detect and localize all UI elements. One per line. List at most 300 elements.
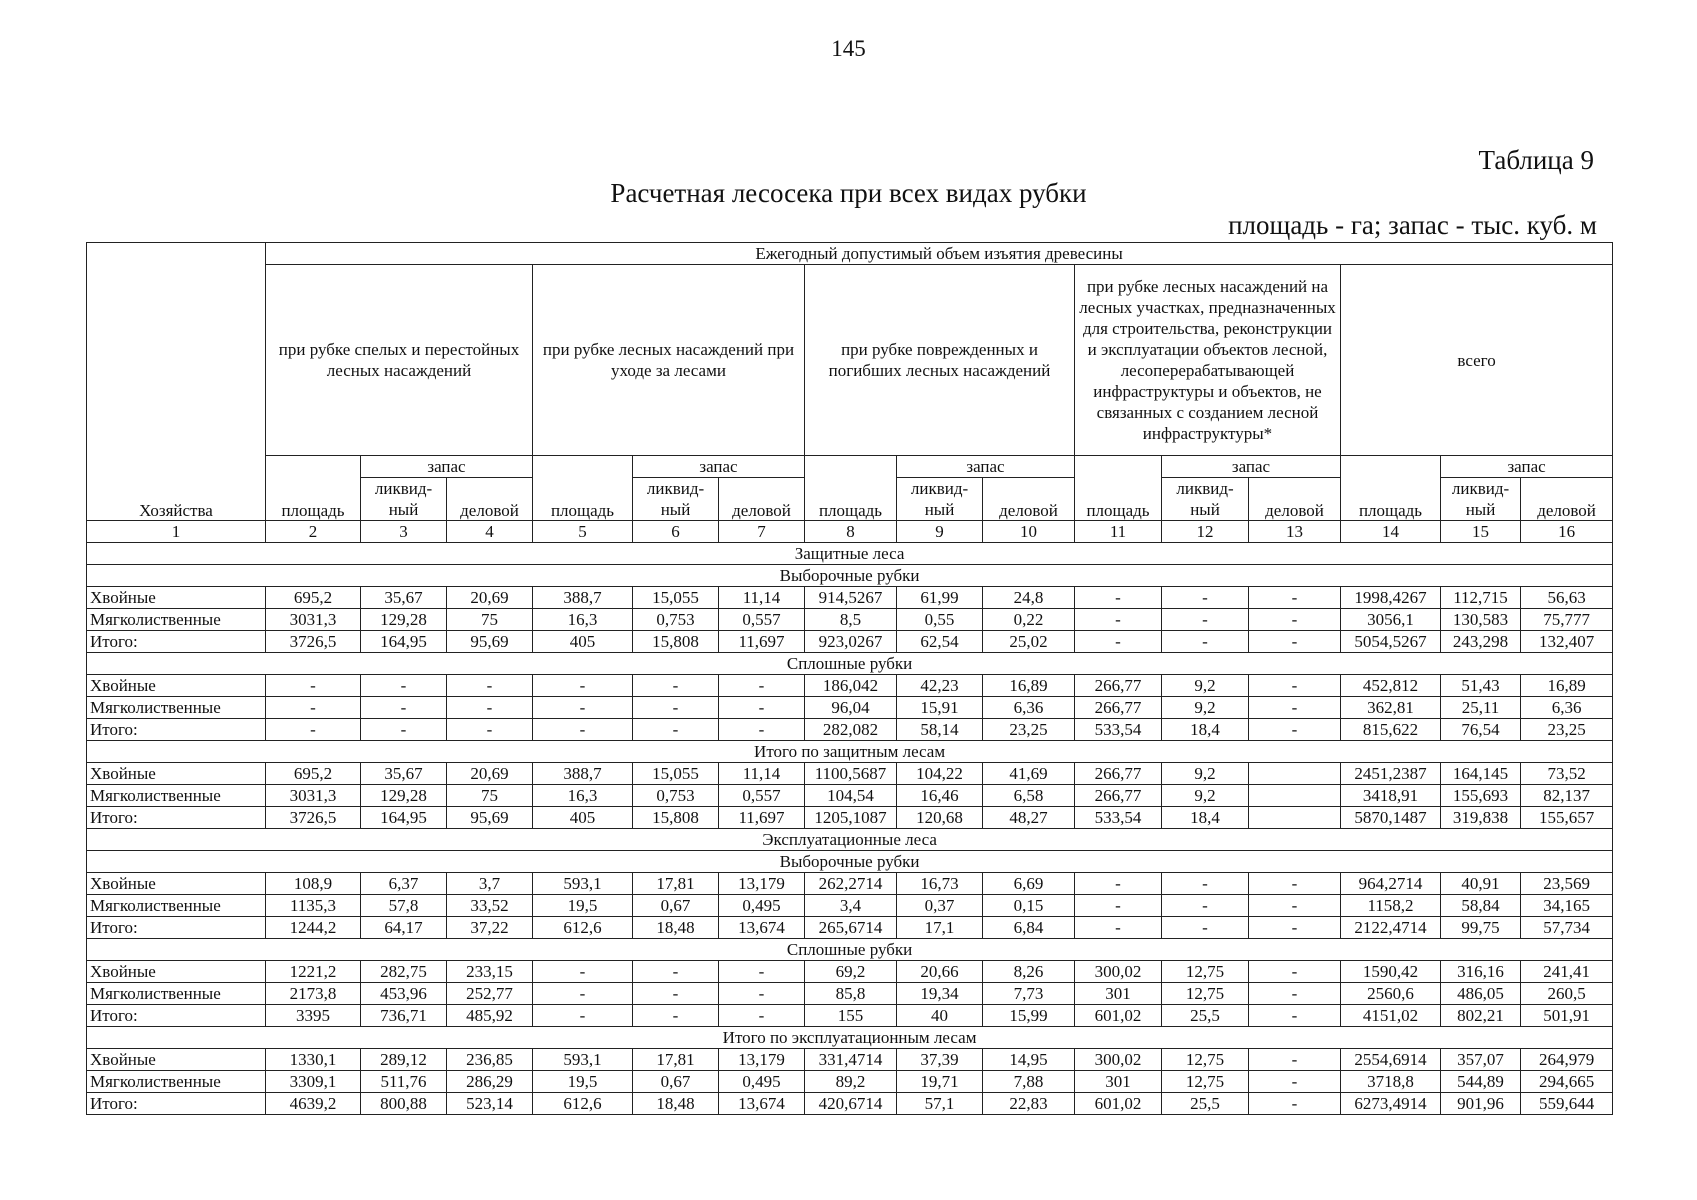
row-label: Мягколиственные: [87, 895, 266, 917]
table-cell: 3309,1: [266, 1071, 361, 1093]
table-cell: 4639,2: [266, 1093, 361, 1115]
table-cell: 35,67: [361, 587, 447, 609]
table-cell: 3395: [266, 1005, 361, 1027]
table-cell: 75,777: [1521, 609, 1613, 631]
table-cell: 695,2: [266, 763, 361, 785]
table-label: Таблица 9: [1478, 145, 1594, 175]
header-business: деловой: [447, 478, 533, 521]
table-row: [87, 631, 1613, 653]
table-cell: 0,55: [897, 609, 983, 631]
table-cell: 802,21: [1441, 1005, 1521, 1027]
header-annual-volume: Ежегодный допустимый объем изъятия древесины: [266, 243, 1613, 265]
table-cell: 23,569: [1521, 873, 1613, 895]
table-cell: 420,6714: [805, 1093, 897, 1115]
header-business: деловой: [1521, 478, 1613, 521]
table-cell: 40,91: [1441, 873, 1521, 895]
table-cell: 2560,6: [1341, 983, 1441, 1005]
table-cell: 243,298: [1441, 631, 1521, 653]
table-cell: -: [633, 961, 719, 983]
table-cell: 815,622: [1341, 719, 1441, 741]
header-group-total: всего: [1341, 265, 1613, 456]
table-cell: 559,644: [1521, 1093, 1613, 1115]
table-cell: [1249, 807, 1341, 829]
header-group-thinning: при рубке лесных насаждений при уходе за лесами: [533, 265, 805, 456]
table-cell: [1249, 785, 1341, 807]
column-number: 10: [983, 521, 1075, 543]
table-cell: 19,71: [897, 1071, 983, 1093]
table-cell: 40: [897, 1005, 983, 1027]
column-number: 13: [1249, 521, 1341, 543]
table-cell: 0,495: [719, 895, 805, 917]
table-cell: 319,838: [1441, 807, 1521, 829]
table-cell: 51,43: [1441, 675, 1521, 697]
table-cell: 3726,5: [266, 807, 361, 829]
column-number: 12: [1162, 521, 1249, 543]
table-cell: 405: [533, 807, 633, 829]
row-label: Хвойные: [87, 675, 266, 697]
section-header-row: [87, 741, 1613, 763]
section-label: Сплошные рубки: [87, 939, 1613, 961]
header-stock: запас: [897, 456, 1075, 478]
section-header-row: [87, 1027, 1613, 1049]
table-cell: 11,697: [719, 807, 805, 829]
table-cell: 75: [447, 609, 533, 631]
table-cell: 129,28: [361, 609, 447, 631]
table-cell: 108,9: [266, 873, 361, 895]
table-cell: -: [1162, 609, 1249, 631]
table-cell: 612,6: [533, 917, 633, 939]
column-number: 4: [447, 521, 533, 543]
table-row: [87, 587, 1613, 609]
row-label: Хвойные: [87, 763, 266, 785]
table-row: [87, 983, 1613, 1005]
table-cell: 262,2714: [805, 873, 897, 895]
table-cell: -: [719, 719, 805, 741]
table-cell: 405: [533, 631, 633, 653]
table-cell: -: [719, 961, 805, 983]
header-business: деловой: [1249, 478, 1341, 521]
table-cell: 301: [1075, 983, 1162, 1005]
table-cell: 11,697: [719, 631, 805, 653]
table-cell: 1221,2: [266, 961, 361, 983]
column-number: 2: [266, 521, 361, 543]
table-cell: 0,557: [719, 609, 805, 631]
table-row: [87, 1071, 1613, 1093]
table-cell: 56,63: [1521, 587, 1613, 609]
column-number: 7: [719, 521, 805, 543]
table-cell: 6,84: [983, 917, 1075, 939]
table-cell: 362,81: [1341, 697, 1441, 719]
table-cell: 20,69: [447, 763, 533, 785]
table-cell: 357,07: [1441, 1049, 1521, 1071]
table-cell: 132,407: [1521, 631, 1613, 653]
header-stock: запас: [1441, 456, 1613, 478]
table-cell: 25,5: [1162, 1093, 1249, 1115]
table-cell: 6,69: [983, 873, 1075, 895]
header-stock: запас: [1162, 456, 1341, 478]
header-area: площадь: [1341, 456, 1441, 521]
table-cell: -: [1249, 917, 1341, 939]
table-cell: 266,77: [1075, 675, 1162, 697]
table-cell: 42,23: [897, 675, 983, 697]
table-cell: 25,5: [1162, 1005, 1249, 1027]
table-row: [87, 675, 1613, 697]
table-cell: -: [719, 697, 805, 719]
table-cell: 485,92: [447, 1005, 533, 1027]
table-cell: -: [1075, 917, 1162, 939]
table-cell: 23,25: [1521, 719, 1613, 741]
table-cell: 6273,4914: [1341, 1093, 1441, 1115]
section-label: Итого по эксплуатационным лесам: [87, 1027, 1613, 1049]
table-cell: 48,27: [983, 807, 1075, 829]
table-cell: 0,67: [633, 1071, 719, 1093]
table-row: [87, 1093, 1613, 1115]
table-cell: 0,37: [897, 895, 983, 917]
table-cell: 16,89: [983, 675, 1075, 697]
table-cell: 593,1: [533, 873, 633, 895]
table-cell: 99,75: [1441, 917, 1521, 939]
table-cell: 0,22: [983, 609, 1075, 631]
table-cell: 13,179: [719, 1049, 805, 1071]
table-cell: -: [266, 697, 361, 719]
header-area: площадь: [533, 456, 633, 521]
table-cell: 41,69: [983, 763, 1075, 785]
header-liquid: ликвид- ный: [1162, 478, 1249, 521]
header-area: площадь: [805, 456, 897, 521]
table-cell: 0,753: [633, 609, 719, 631]
table-cell: 18,48: [633, 1093, 719, 1115]
table-cell: 3056,1: [1341, 609, 1441, 631]
table-cell: 294,665: [1521, 1071, 1613, 1093]
table-cell: -: [447, 675, 533, 697]
table-cell: [1249, 763, 1341, 785]
table-cell: 901,96: [1441, 1093, 1521, 1115]
table-cell: 12,75: [1162, 983, 1249, 1005]
table-cell: 266,77: [1075, 785, 1162, 807]
column-number: 8: [805, 521, 897, 543]
table-cell: -: [447, 719, 533, 741]
column-number: 3: [361, 521, 447, 543]
table-cell: -: [533, 719, 633, 741]
table-cell: 25,02: [983, 631, 1075, 653]
table-cell: 19,5: [533, 895, 633, 917]
table-cell: -: [1249, 719, 1341, 741]
table-cell: 7,88: [983, 1071, 1075, 1093]
table-cell: 388,7: [533, 587, 633, 609]
table-cell: 289,12: [361, 1049, 447, 1071]
table-cell: 1205,1087: [805, 807, 897, 829]
table-cell: -: [1249, 1049, 1341, 1071]
row-label: Мягколиственные: [87, 1071, 266, 1093]
column-number: 9: [897, 521, 983, 543]
table-cell: -: [1249, 675, 1341, 697]
table-cell: 601,02: [1075, 1005, 1162, 1027]
table-cell: 3718,8: [1341, 1071, 1441, 1093]
table-cell: 914,5267: [805, 587, 897, 609]
table-cell: 33,52: [447, 895, 533, 917]
column-number: 1: [87, 521, 266, 543]
table-cell: 76,54: [1441, 719, 1521, 741]
table-cell: 6,36: [1521, 697, 1613, 719]
table-cell: 1330,1: [266, 1049, 361, 1071]
table-cell: 13,674: [719, 1093, 805, 1115]
table-cell: -: [633, 719, 719, 741]
table-cell: 20,66: [897, 961, 983, 983]
table-cell: 286,29: [447, 1071, 533, 1093]
table-cell: 2451,2387: [1341, 763, 1441, 785]
section-header-row: [87, 829, 1613, 851]
table-cell: 11,14: [719, 587, 805, 609]
table-cell: 104,54: [805, 785, 897, 807]
table-cell: -: [1075, 895, 1162, 917]
table-row: [87, 697, 1613, 719]
table-cell: 453,96: [361, 983, 447, 1005]
table-row: [87, 609, 1613, 631]
table-cell: 0,495: [719, 1071, 805, 1093]
table-cell: -: [361, 675, 447, 697]
row-label: Хвойные: [87, 1049, 266, 1071]
row-label: Итого:: [87, 1093, 266, 1115]
table-cell: 923,0267: [805, 631, 897, 653]
table-cell: 15,055: [633, 763, 719, 785]
table-cell: 2554,6914: [1341, 1049, 1441, 1071]
table-cell: 61,99: [897, 587, 983, 609]
header-liquid: ликвид- ный: [1441, 478, 1521, 521]
table-cell: 5870,1487: [1341, 807, 1441, 829]
table-cell: 15,99: [983, 1005, 1075, 1027]
table-cell: 58,84: [1441, 895, 1521, 917]
table-cell: 15,055: [633, 587, 719, 609]
table-cell: 1998,4267: [1341, 587, 1441, 609]
table-cell: 9,2: [1162, 763, 1249, 785]
header-liquid: ликвид- ный: [361, 478, 447, 521]
table-cell: -: [1249, 631, 1341, 653]
table-cell: -: [1162, 917, 1249, 939]
table-cell: 486,05: [1441, 983, 1521, 1005]
table-cell: 1158,2: [1341, 895, 1441, 917]
table-cell: 164,145: [1441, 763, 1521, 785]
section-header-row: [87, 543, 1613, 565]
table-cell: 612,6: [533, 1093, 633, 1115]
table-cell: 15,808: [633, 631, 719, 653]
section-label: Выборочные рубки: [87, 565, 1613, 587]
column-number: 5: [533, 521, 633, 543]
row-label: Итого:: [87, 631, 266, 653]
table-cell: 252,77: [447, 983, 533, 1005]
table-cell: 16,73: [897, 873, 983, 895]
table-cell: 7,73: [983, 983, 1075, 1005]
table-cell: 15,808: [633, 807, 719, 829]
table-cell: 0,15: [983, 895, 1075, 917]
table-cell: 18,48: [633, 917, 719, 939]
table-cell: 964,2714: [1341, 873, 1441, 895]
table-cell: 35,67: [361, 763, 447, 785]
column-number: 14: [1341, 521, 1441, 543]
table-cell: 95,69: [447, 631, 533, 653]
header-stock: запас: [361, 456, 533, 478]
table-cell: -: [447, 697, 533, 719]
table-cell: 186,042: [805, 675, 897, 697]
table-cell: 14,95: [983, 1049, 1075, 1071]
table-cell: -: [533, 697, 633, 719]
table-cell: -: [1249, 895, 1341, 917]
table-cell: 6,36: [983, 697, 1075, 719]
table-cell: -: [1249, 1005, 1341, 1027]
section-header-row: [87, 851, 1613, 873]
table-row: [87, 917, 1613, 939]
table-cell: -: [1249, 1093, 1341, 1115]
table-cell: -: [361, 697, 447, 719]
section-label: Эксплуатационные леса: [87, 829, 1613, 851]
table-cell: 17,1: [897, 917, 983, 939]
table-cell: 155,693: [1441, 785, 1521, 807]
table-row: [87, 763, 1613, 785]
page-number: 145: [831, 36, 866, 61]
table-cell: 58,14: [897, 719, 983, 741]
column-number: 15: [1441, 521, 1521, 543]
table-cell: 112,715: [1441, 587, 1521, 609]
header-group-mature: при рубке спелых и перестойных лесных насаждений: [266, 265, 533, 456]
table-row: [87, 1049, 1613, 1071]
table-cell: 265,6714: [805, 917, 897, 939]
table-cell: 12,75: [1162, 961, 1249, 983]
table-cell: 8,5: [805, 609, 897, 631]
table-cell: 523,14: [447, 1093, 533, 1115]
table-cell: 388,7: [533, 763, 633, 785]
table-cell: 25,11: [1441, 697, 1521, 719]
section-label: Сплошные рубки: [87, 653, 1613, 675]
table-cell: -: [1162, 895, 1249, 917]
table-cell: 37,22: [447, 917, 533, 939]
table-cell: 64,17: [361, 917, 447, 939]
table-cell: 9,2: [1162, 675, 1249, 697]
table-cell: 16,3: [533, 609, 633, 631]
table-cell: 37,39: [897, 1049, 983, 1071]
table-cell: 19,5: [533, 1071, 633, 1093]
column-number: 16: [1521, 521, 1613, 543]
table-cell: 75: [447, 785, 533, 807]
table-cell: 1135,3: [266, 895, 361, 917]
section-label: Защитные леса: [87, 543, 1613, 565]
table-cell: 15,91: [897, 697, 983, 719]
table-cell: 20,69: [447, 587, 533, 609]
table-cell: -: [533, 675, 633, 697]
table-cell: -: [1162, 587, 1249, 609]
table-cell: 9,2: [1162, 785, 1249, 807]
header-area: площадь: [1075, 456, 1162, 521]
table-cell: -: [719, 983, 805, 1005]
table-cell: 1244,2: [266, 917, 361, 939]
table-cell: 18,4: [1162, 719, 1249, 741]
section-label: Итого по защитным лесам: [87, 741, 1613, 763]
section-header-row: [87, 565, 1613, 587]
column-number: 11: [1075, 521, 1162, 543]
table-cell: 1590,42: [1341, 961, 1441, 983]
table-row: [87, 873, 1613, 895]
table-cell: 57,8: [361, 895, 447, 917]
column-number: 6: [633, 521, 719, 543]
table-cell: 601,02: [1075, 1093, 1162, 1115]
table-cell: 23,25: [983, 719, 1075, 741]
table-row: [87, 1005, 1613, 1027]
table-cell: 593,1: [533, 1049, 633, 1071]
table-cell: 3031,3: [266, 609, 361, 631]
table-cell: 17,81: [633, 1049, 719, 1071]
table-cell: 120,68: [897, 807, 983, 829]
table-cell: 11,14: [719, 763, 805, 785]
table-cell: 501,91: [1521, 1005, 1613, 1027]
table-cell: -: [1162, 631, 1249, 653]
row-label: Мягколиственные: [87, 785, 266, 807]
table-cell: -: [1075, 873, 1162, 895]
table-cell: 16,89: [1521, 675, 1613, 697]
table-cell: 16,46: [897, 785, 983, 807]
table-cell: 164,95: [361, 807, 447, 829]
table-title: Расчетная лесосека при всех видах рубки: [610, 178, 1087, 208]
table-cell: 452,812: [1341, 675, 1441, 697]
table-cell: -: [633, 1005, 719, 1027]
table-cell: 3031,3: [266, 785, 361, 807]
header-group-construction: при рубке лесных насаждений на лесных участках, предназначенных для строительства, реконструкции и эксплуатации объектов лесной, лесоперерабатывающей инфраструктуры и объектов, не связанных с созданием лесной инфраструктуры*: [1075, 265, 1341, 456]
table-cell: 241,41: [1521, 961, 1613, 983]
table-cell: 264,979: [1521, 1049, 1613, 1071]
table-row: [87, 719, 1613, 741]
table-cell: 12,75: [1162, 1049, 1249, 1071]
table-cell: 69,2: [805, 961, 897, 983]
table-cell: 17,81: [633, 873, 719, 895]
table-cell: 13,179: [719, 873, 805, 895]
table-cell: 129,28: [361, 785, 447, 807]
header-farms: Хозяйства: [87, 243, 266, 521]
table-cell: 155: [805, 1005, 897, 1027]
table-cell: 331,4714: [805, 1049, 897, 1071]
table-cell: -: [1249, 609, 1341, 631]
row-label: Итого:: [87, 807, 266, 829]
table-cell: -: [1075, 609, 1162, 631]
section-header-row: [87, 939, 1613, 961]
section-header-row: [87, 653, 1613, 675]
table-cell: 95,69: [447, 807, 533, 829]
table-cell: 13,674: [719, 917, 805, 939]
table-cell: 233,15: [447, 961, 533, 983]
header-area: площадь: [266, 456, 361, 521]
table-cell: 34,165: [1521, 895, 1613, 917]
table-cell: 96,04: [805, 697, 897, 719]
row-label: Итого:: [87, 917, 266, 939]
table-cell: 4151,02: [1341, 1005, 1441, 1027]
header-stock: запас: [633, 456, 805, 478]
row-label: Итого:: [87, 1005, 266, 1027]
table-cell: 2122,4714: [1341, 917, 1441, 939]
table-row: [87, 807, 1613, 829]
header-group-damaged: при рубке поврежденных и погибших лесных насаждений: [805, 265, 1075, 456]
table-cell: 12,75: [1162, 1071, 1249, 1093]
table-cell: 3418,91: [1341, 785, 1441, 807]
table-cell: -: [266, 719, 361, 741]
table-cell: 533,54: [1075, 807, 1162, 829]
table-cell: -: [1249, 697, 1341, 719]
table-cell: 300,02: [1075, 1049, 1162, 1071]
table-cell: 19,34: [897, 983, 983, 1005]
column-numbers-row: [87, 521, 1613, 543]
table-row: [87, 895, 1613, 917]
table-cell: 57,734: [1521, 917, 1613, 939]
table-cell: 695,2: [266, 587, 361, 609]
table-cell: 6,37: [361, 873, 447, 895]
table-cell: 2173,8: [266, 983, 361, 1005]
table-cell: 1100,5687: [805, 763, 897, 785]
table-cell: 155,657: [1521, 807, 1613, 829]
